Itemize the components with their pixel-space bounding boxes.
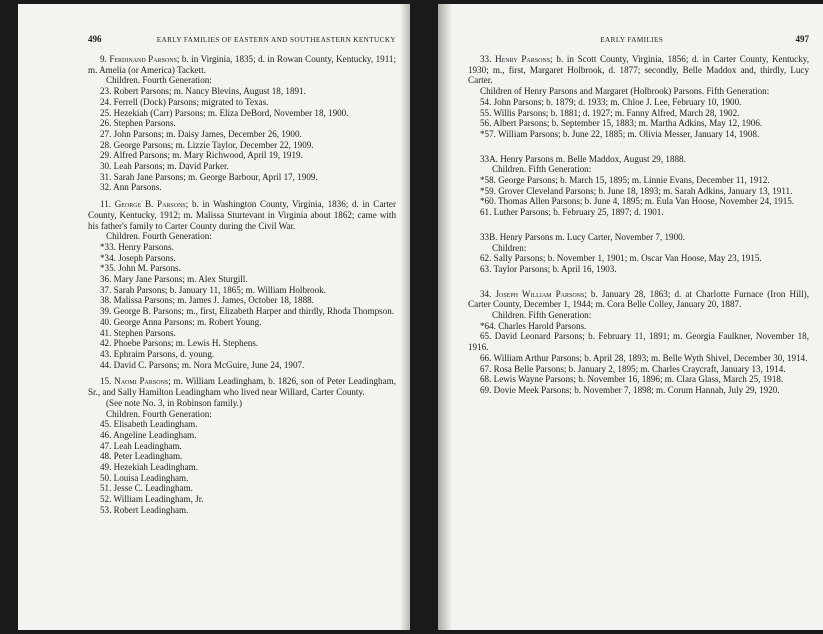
generation-subhead: Children. Fifth Generation:	[492, 310, 592, 321]
gutter-shadow	[438, 4, 452, 630]
child-entry: 45. Elisabeth Leadingham.	[100, 419, 198, 430]
child-entry: *57. William Parsons; b. June 22, 1885; m. Olivia Messer, January 14, 1908.	[480, 128, 760, 139]
child-entry: 23. Robert Parsons; m. Nancy Blevins, August 18, 1891.	[100, 86, 306, 97]
left-running-header	[88, 34, 396, 44]
child-entry: 26. Stephen Parsons.	[100, 118, 176, 129]
entry-paragraph: 11. George B. Parsons; b. in Washington County, Virginia, 1836; d. in Carter County, Kentucky, 1912; m. Malissa Sturtevant in Virginia about 1862; came with his father's family to Carter County during the Civil War.	[88, 199, 396, 231]
child-entry: 43. Ephraim Parsons, d. young.	[100, 348, 215, 359]
child-entry: 30. Leah Parsons; m. David Parker.	[100, 161, 229, 172]
entry-paragraph: 34. Joseph William Parsons; b. January 28, 1863; d. at Charlotte Furnace (Iron Hill), Carter County, December 1, 1944; m. Cora Belle Colley, January 20, 1887.	[468, 288, 809, 310]
child-entry: 50. Louisa Leadingham.	[100, 472, 189, 483]
children-list	[468, 321, 809, 396]
child-entry: 62. Sally Parsons; b. November 1, 1901; m. Oscar Van Hoose, May 23, 1915.	[480, 253, 762, 264]
child-entry: *64. Charles Harold Parsons.	[480, 320, 587, 331]
generation-subhead: Children. Fourth Generation:	[106, 231, 212, 242]
generation-subhead: Children of Henry Parsons and Margaret (Holbrook) Parsons. Fifth Generation:	[480, 86, 770, 97]
child-entry: 48. Peter Leadingham.	[100, 451, 183, 462]
left-running-head: EARLY FAMILIES OF EASTERN AND SOUTHEASTERN KENTUCKY	[156, 36, 396, 44]
child-entry: 67. Rosa Belle Parsons; b. January 2, 1895; m. Charles Craycraft, January 13, 1914.	[480, 363, 786, 374]
right-body-text	[468, 54, 809, 396]
child-entry: 63. Taylor Parsons; b. April 16, 1903.	[480, 263, 617, 274]
entry-paragraph: 33. Henry Parsons; b. in Scott County, Virginia, 1856; d. in Carter County, Kentucky, 1930; m., first, Margaret Holbrook, d. 1877; secondly, Belle Maddox and, thirdly, Lucy Carter.	[468, 54, 809, 86]
child-entry: 52. William Leadingham, Jr.	[100, 494, 204, 505]
child-entry: 55. Willis Parsons; b. 1881; d. 1927; m. Fanny Alfred, March 28, 1902.	[480, 107, 740, 118]
child-entry: 28. George Parsons; m. Lizzie Taylor, December 22, 1909.	[100, 139, 314, 150]
left-body-text	[88, 54, 396, 516]
children-list	[468, 175, 809, 218]
child-entry: 44. David C. Parsons; m. Nora McGuire, June 24, 1907.	[100, 359, 305, 370]
entry-paragraph: 9. Ferdinand Parsons; b. in Virginia, 1835; d. in Rowan County, Kentucky, 1911; m. Amelia (or America) Tackett.	[88, 54, 396, 75]
child-entry: 41. Stephen Parsons.	[100, 327, 176, 338]
child-entry: 27. John Parsons; m. Daisy James, December 26, 1900.	[100, 128, 302, 139]
child-entry: 61. Luther Parsons; b. February 25, 1897; d. 1901.	[480, 207, 664, 218]
child-entry: 31. Sarah Jane Parsons; m. George Barbour, April 17, 1909.	[100, 171, 318, 182]
child-entry: 29. Alfred Parsons; m. Mary Richwood, April 19, 1919.	[100, 150, 303, 161]
child-entry: 51. Jesse C. Leadingham.	[100, 483, 193, 494]
child-entry: 37. Sarah Parsons; b. January 11, 1865; m. William Holbrook.	[100, 284, 326, 295]
section-heading: 33A. Henry Parsons m. Belle Maddox, August 29, 1888.	[480, 153, 686, 164]
child-entry: *33. Henry Parsons.	[100, 241, 174, 252]
right-page-number: 497	[795, 34, 809, 44]
generation-subhead: Children. Fifth Generation:	[492, 164, 592, 175]
child-entry: 46. Angeline Leadingham.	[100, 429, 197, 440]
child-entry: 42. Phoebe Parsons; m. Lewis H. Stephens.	[100, 338, 259, 349]
child-entry: *59. Grover Cleveland Parsons; b. June 18, 1893; m. Sarah Adkins, January 13, 1911.	[480, 185, 793, 196]
children-list	[468, 253, 809, 274]
child-entry: 24. Ferrell (Dock) Parsons; migrated to Texas.	[100, 96, 269, 107]
child-entry: 68. Lewis Wayne Parsons; b. November 16, 1896; m. Clara Glass, March 25, 1918.	[480, 374, 784, 385]
generation-subhead: Children. Fourth Generation:	[106, 75, 212, 86]
gutter-shadow	[400, 4, 410, 630]
generation-subhead: Children. Fourth Generation:	[106, 408, 212, 419]
child-entry: 49. Hezekiah Leadingham.	[100, 462, 198, 473]
child-entry: 56. Albert Parsons; b. September 15, 1883; m. Martha Adkins, May 12, 1906.	[480, 118, 763, 129]
child-entry: 38. Malissa Parsons; m. James J. James, October 18, 1888.	[100, 295, 314, 306]
child-entry: 54. John Parsons; b. 1879; d. 1933; m. Chloe J. Lee, February 10, 1900.	[480, 96, 742, 107]
child-entry: 36. Mary Jane Parsons; m. Alex Sturgill.	[100, 274, 248, 285]
child-entry: *58. George Parsons; b. March 15, 1895; m. Linnie Evans, December 11, 1912.	[480, 175, 770, 186]
child-entry: 39. George B. Parsons; m., first, Elizabeth Harper and thirdly, Rhoda Thompson.	[100, 306, 395, 317]
child-entry: *60. Thomas Allen Parsons; b. June 4, 1895; m. Eula Van Hoose, November 24, 1915.	[480, 196, 795, 207]
child-entry: 65. David Leonard Parsons; b. February 11, 1891; m. Georgia Faulkner, November 18, 1916.	[468, 331, 809, 353]
generation-subhead: Children:	[492, 242, 527, 253]
right-running-head: EARLY FAMILIES	[600, 36, 664, 44]
child-entry: 40. George Anna Parsons; m. Robert Young.	[100, 316, 262, 327]
child-entry: 66. William Arthur Parsons; b. April 28, 1893; m. Belle Wyth Shivel, December 30, 1914.	[480, 352, 808, 363]
children-list	[468, 97, 809, 140]
child-entry: 25. Hezekiah (Carr) Parsons; m. Eliza DeBord, November 18, 1900.	[100, 107, 349, 118]
section-heading: 33B. Henry Parsons m. Lucy Carter, November 7, 1900.	[480, 231, 685, 242]
note-line: (See note No. 3, in Robinson family.)	[106, 397, 243, 408]
child-entry: 32. Ann Parsons.	[100, 182, 162, 193]
child-entry: 47. Leah Leadingham.	[100, 440, 182, 451]
right-page	[438, 4, 823, 630]
left-page	[18, 4, 410, 630]
right-running-header	[468, 34, 809, 44]
left-page-number: 496	[88, 34, 102, 44]
child-entry: 53. Robert Leadingham.	[100, 504, 189, 515]
child-entry: 69. Dovie Meek Parsons; b. November 7, 1898; m. Corum Hannah, July 29, 1920.	[480, 384, 780, 395]
child-entry: *34. Joseph Parsons.	[100, 252, 176, 263]
child-entry: *35. John M. Parsons.	[100, 263, 181, 274]
entry-paragraph: 15. Naomi Parsons; m. William Leadingham, b. 1826, son of Peter Leadingham, Sr., and Sally Hamilton Leadingham who lived near Willard, Carter County.	[88, 376, 396, 398]
